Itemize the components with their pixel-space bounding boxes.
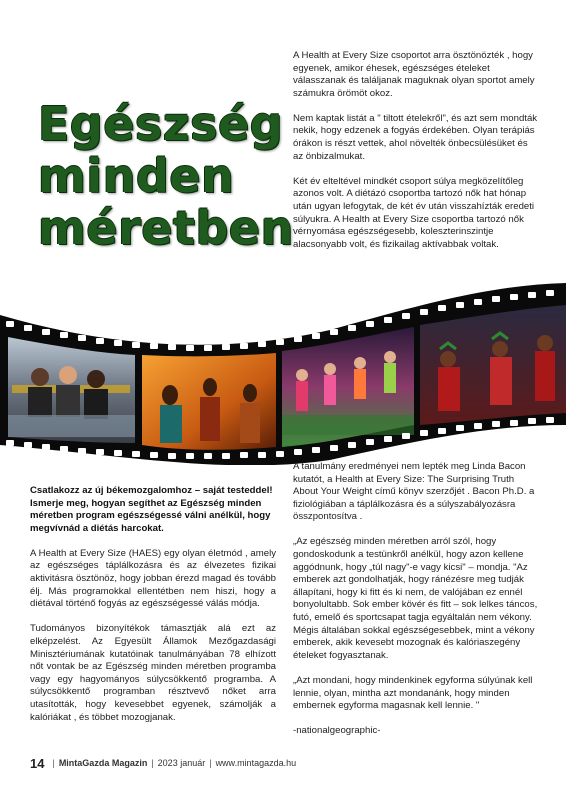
issue-date: 2023 január (157, 758, 206, 768)
bottom-right-column (293, 461, 538, 750)
film-strip-photos (0, 275, 566, 465)
paragraph: A Health at Every Size (HAES) egy olyan életmód , amely az egészséges táplálkozásra és az élvezetes fizikai aktivitásra ösztönöz, hogy jobban érezd magad és tovább élj. Más programokkal ellentétben nem hiszi, hogy a diétával történő fogyás az egészségessé válás módja. (30, 547, 276, 610)
paragraph: A Health at Every Size csoportot arra ösztönözték , hogy egyenek, amikor éhesek, egészséges ételeket válasszanak és találjanak maguknak olyan sportot amely számukra örömöt okoz. (293, 50, 535, 99)
title-line-3: méretben (38, 201, 294, 255)
title-line-2: minden (38, 149, 235, 203)
website-link[interactable]: www.mintagazda.hu (215, 758, 297, 768)
paragraph: Nem kaptak listát a " tiltott ételekről", és azt sem mondták nekik, hogy edzenek a fogyás érdekében. Olyan terápiás órákon is részt vettek, ahol növelték önbecsülésüket és az önbizalmukat. (293, 112, 538, 162)
source-credit: -nationalgeographic- (293, 725, 381, 737)
page-number: 14 (30, 755, 45, 771)
separator: | (209, 758, 212, 768)
paragraph: Tudományos bizonyítékok támasztják alá ezt az elképzelést. Az Egyesült Államok Mezőgazdasági Minisztériumának kutatóinak tanulmányában 78 elhízott nőt vontak be az Egészség minden méretben programba vagy egy hagyományos súlycsökkentő programba. A súlycsökkentő programban résztvevő nőket arra utasították, hogy kevesebbet egyenek, számolják a kalóriákat , és többet mozogjanak. (30, 623, 276, 723)
top-right-column (293, 50, 538, 264)
lead-paragraph: Csatlakozz az új békemozgalomhoz – saját testeddel! Ismerje meg, hogyan segíthet az Egészség minden méretben program egészségessé válni anélkül, hogy megvívnád a diétás harcokat. (30, 485, 273, 534)
quote-paragraph: „Azt mondani, hogy mindenkinek egyforma súlyúnak kell lennie, olyan, mintha azt mondanánk, hogy minden embernek egyforma magasnak kell lennie. " (293, 674, 533, 712)
title-line-1: Egészség (38, 97, 284, 151)
separator: | (52, 758, 55, 768)
article-title (38, 97, 294, 255)
bottom-left-column (30, 485, 276, 737)
quote-paragraph: „Az egészség minden méretben arról szól, hogy gondoskodunk a testünkről anélkül, hogy azon kellene aggódnunk, hogy „túl nagy"-e vagy kicsi" – mondja. "Az emberek azt gondolhatják, hogy ránézésre meg tudják állapítani, hogy ki fitt és ki nem, de valójában ez ennél bonyolultabb. Sok ember kövér és fitt – sok lelkes táncos, futó, emelő és sportcsapat tagja egyáltalán nem vékony. Mégis általában sokkal egészségesebbek, mint a vékony emberek, akik kevesebt mozognak és kalóriaszegény ételeket fogyasztanak. (293, 536, 538, 661)
paragraph: A tanulmány eredményei nem lepték meg Linda Bacon kutatót, a Health at Every Size: The Surprising Truth About Your Weight című könyv szerzőjét . Bacon Ph.D. a fiziológiában a táplálkozásra és a súlyszabályozásra összpontosítva . (293, 461, 535, 523)
paragraph: Két év elteltével mindkét csoport súlya megközelítőleg azonos volt. A diétázó csoportba tartozó nők hat hónap után ugyan lefogytak, de két év után visszahízták eredeti súlyukra. A Health at Every Size csoportba tartozó nők vérnyomása egészségesebb, koleszterinszintje alacsonyabb volt, és fizikailag aktívabbak voltak. (293, 175, 535, 250)
separator: | (151, 758, 154, 768)
magazine-name: MintaGazda Magazin (58, 758, 148, 768)
page-footer (30, 756, 296, 770)
